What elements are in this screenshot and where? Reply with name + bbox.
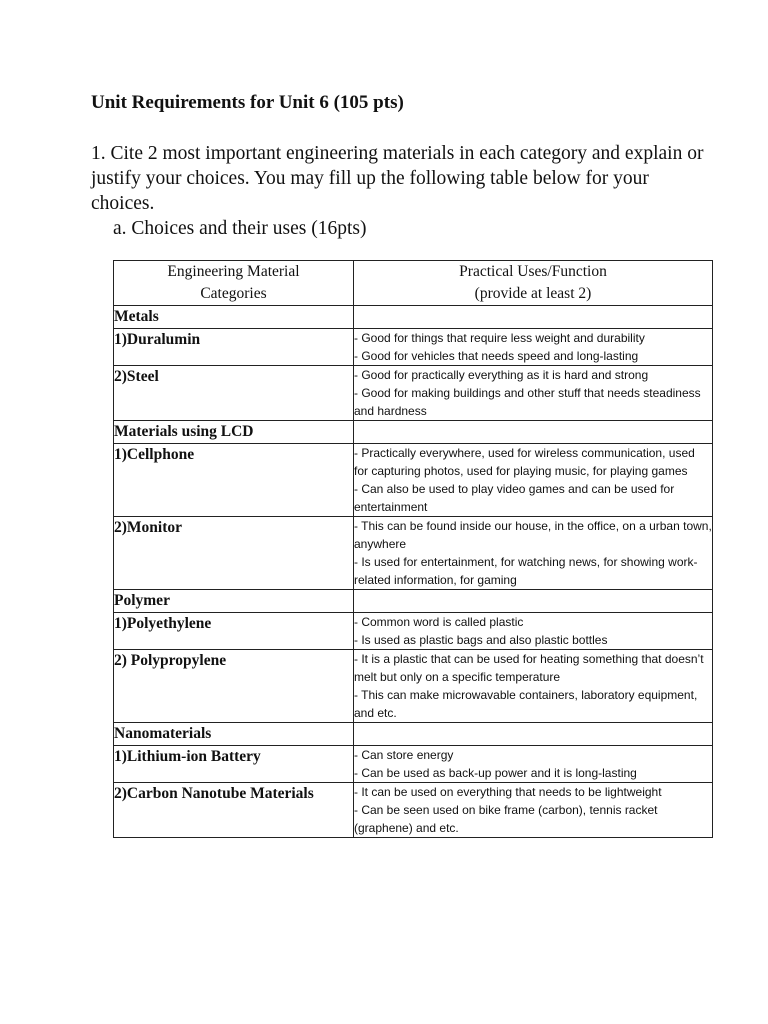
use-item: - This can make microwavable containers, laboratory equipment, and etc. [354, 688, 698, 720]
material-uses [354, 650, 713, 723]
header-categories [114, 261, 354, 306]
table-row [114, 444, 713, 517]
material-uses [354, 783, 713, 838]
use-item: - This can be found inside our house, in the office, on a urban town, anywhere [354, 519, 712, 551]
header-uses-line1: Practical Uses/Function [459, 263, 607, 280]
use-item: - Is used as plastic bags and also plastic bottles [354, 633, 608, 647]
material-uses [354, 613, 713, 650]
use-item: - Practically everywhere, used for wireless communication, used for capturing photos, used for playing music, for playing games [354, 446, 695, 478]
material-uses [354, 723, 713, 746]
material-uses [354, 590, 713, 613]
table-row [114, 723, 713, 746]
material-uses [354, 306, 713, 329]
use-item: - It is a plastic that can be used for heating something that doesn’t melt but only on a specific temperature [354, 652, 704, 684]
header-categories-line2: Categories [200, 285, 267, 302]
table-row [114, 517, 713, 590]
table-row [114, 329, 713, 366]
material-label: 1)Lithium-ion Battery [114, 746, 354, 783]
table-row [114, 746, 713, 783]
material-uses [354, 746, 713, 783]
table-body [114, 306, 713, 838]
use-item: - Can also be used to play video games and can be used for entertainment [354, 482, 675, 514]
table-row [114, 590, 713, 613]
table-row [114, 306, 713, 329]
material-label: 2)Steel [114, 366, 354, 421]
materials-table [113, 260, 713, 838]
material-uses [354, 444, 713, 517]
use-item: - Can be seen used on bike frame (carbon), tennis racket (graphene) and etc. [354, 803, 658, 835]
material-label: Polymer [114, 590, 354, 613]
material-uses [354, 421, 713, 444]
use-item: - Common word is called plastic [354, 615, 524, 629]
material-uses [354, 366, 713, 421]
subquestion-text: a. Choices and their uses (16pts) [113, 218, 367, 239]
material-label: 1)Cellphone [114, 444, 354, 517]
material-label: 1)Duralumin [114, 329, 354, 366]
material-label: 2) Polypropylene [114, 650, 354, 723]
table-row [114, 783, 713, 838]
material-label: 2)Carbon Nanotube Materials [114, 783, 354, 838]
material-label: Materials using LCD [114, 421, 354, 444]
table-row [114, 613, 713, 650]
use-item: - Is used for entertainment, for watching news, for showing work-related information, for gaming [354, 555, 698, 587]
use-item: - It can be used on everything that needs to be lightweight [354, 785, 662, 799]
material-uses [354, 329, 713, 366]
table-row [114, 650, 713, 723]
document-title: Unit Requirements for Unit 6 (105 pts) [91, 92, 404, 113]
use-item: - Can store energy [354, 748, 454, 762]
header-uses-line2: (provide at least 2) [474, 285, 592, 302]
header-categories-line1: Engineering Material [167, 263, 300, 280]
material-label: 1)Polyethylene [114, 613, 354, 650]
use-item: - Good for practically everything as it is hard and strong [354, 368, 649, 382]
material-label: Metals [114, 306, 354, 329]
use-item: - Can be used as back-up power and it is long-lasting [354, 766, 637, 780]
use-item: - Good for things that require less weight and durability [354, 331, 645, 345]
use-item: - Good for making buildings and other stuff that needs steadiness and hardness [354, 386, 701, 418]
header-uses [354, 261, 713, 306]
use-item: - Good for vehicles that needs speed and long-lasting [354, 349, 639, 363]
question-text: 1. Cite 2 most important engineering materials in each category and explain or justify your choices. You may fill up the following table below for your choices. [91, 143, 704, 214]
material-label: Nanomaterials [114, 723, 354, 746]
table-header-row [114, 261, 713, 306]
table-row [114, 366, 713, 421]
table-row [114, 421, 713, 444]
material-label: 2)Monitor [114, 517, 354, 590]
material-uses [354, 517, 713, 590]
